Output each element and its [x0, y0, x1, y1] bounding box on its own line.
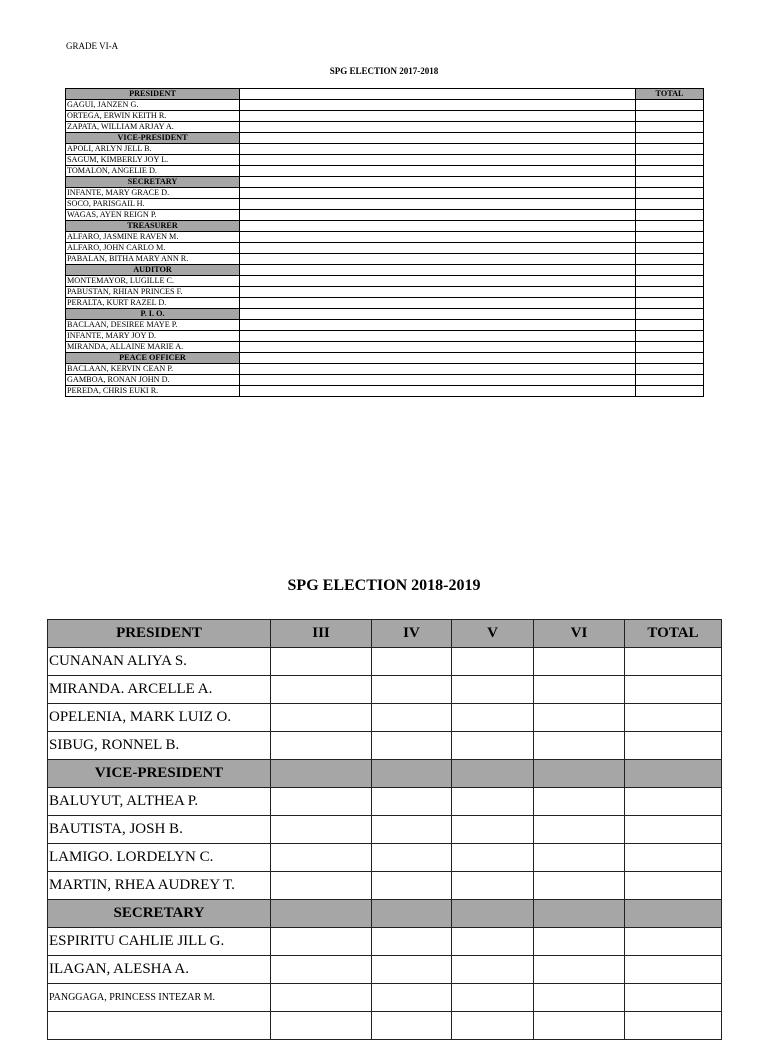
- election-2017-table: [65, 88, 704, 397]
- candidate-name: BACLAAN, DESIREE MAYE P.: [66, 320, 240, 331]
- total-cell: [636, 232, 704, 243]
- candidate-name: CUNANAN ALIYA S.: [48, 648, 271, 676]
- total-cell: [636, 144, 704, 155]
- blank-cell: [372, 760, 452, 788]
- tally-cell: [625, 788, 722, 816]
- candidate-name: APOLI, ARLYN JELL B.: [66, 144, 240, 155]
- tally-cell: [452, 928, 534, 956]
- table-row: [48, 1012, 722, 1040]
- position-header-row: [66, 89, 704, 100]
- tally-cell: [372, 648, 452, 676]
- position-header-row: [48, 760, 722, 788]
- candidate-name: MIRANDA, ALLAINE MARIE A.: [66, 342, 240, 353]
- candidate-name: ALFARO, JOHN CARLO M.: [66, 243, 240, 254]
- table-row: [66, 364, 704, 375]
- position-header: PRESIDENT: [66, 89, 240, 100]
- tally-cell: [452, 676, 534, 704]
- candidate-name: MIRANDA. ARCELLE A.: [48, 676, 271, 704]
- candidate-name: ESPIRITU CAHLIE JILL G.: [48, 928, 271, 956]
- tally-cell: [271, 1012, 372, 1040]
- candidate-name: WAGAS, AYEN REIGN P.: [66, 210, 240, 221]
- tally-cell: [240, 320, 636, 331]
- table-row: [66, 287, 704, 298]
- total-cell: [636, 111, 704, 122]
- tally-cell: [240, 386, 636, 397]
- tally-cell: [271, 872, 372, 900]
- position-header-row: [48, 620, 722, 648]
- tally-cell: [625, 648, 722, 676]
- tally-cell: [240, 276, 636, 287]
- table-row: [66, 155, 704, 166]
- candidate-name: PABALAN, BITHA MARY ANN R.: [66, 254, 240, 265]
- table-row: [66, 199, 704, 210]
- tally-cell: [372, 704, 452, 732]
- candidate-name: BAUTISTA, JOSH B.: [48, 816, 271, 844]
- tally-cell: [271, 676, 372, 704]
- blank-cell: [636, 221, 704, 232]
- table-row: [66, 386, 704, 397]
- candidate-name: ALFARO, JASMINE RAVEN M.: [66, 232, 240, 243]
- tally-cell: [372, 844, 452, 872]
- tally-cell: [452, 732, 534, 760]
- candidate-name: GAGUI, JANZEN G.: [66, 100, 240, 111]
- tally-cell: [240, 243, 636, 254]
- candidate-name: PERALTA, KURT RAZEL D.: [66, 298, 240, 309]
- tally-cell: [240, 100, 636, 111]
- blank-cell: [240, 89, 636, 100]
- position-header-row: [66, 353, 704, 364]
- position-header: SECRETARY: [48, 900, 271, 928]
- tally-cell: [372, 816, 452, 844]
- position-header: TREASURER: [66, 221, 240, 232]
- table-row: [66, 243, 704, 254]
- total-cell: [636, 287, 704, 298]
- tally-cell: [240, 111, 636, 122]
- tally-cell: [625, 872, 722, 900]
- candidate-name: MONTEMAYOR, LUGILLE C.: [66, 276, 240, 287]
- tally-cell: [240, 298, 636, 309]
- tally-cell: [534, 956, 625, 984]
- total-cell: [636, 243, 704, 254]
- tally-cell: [271, 704, 372, 732]
- candidate-name: BACLAAN, KERVIN CEAN P.: [66, 364, 240, 375]
- candidate-name: BALUYUT, ALTHEA P.: [48, 788, 271, 816]
- tally-cell: [271, 648, 372, 676]
- tally-cell: [534, 872, 625, 900]
- blank-cell: [625, 900, 722, 928]
- position-header: VICE-PRESIDENT: [66, 133, 240, 144]
- election-2018-table: [47, 619, 722, 1040]
- blank-cell: [534, 760, 625, 788]
- tally-cell: [240, 144, 636, 155]
- candidate-name: [48, 1012, 271, 1040]
- tally-cell: [372, 984, 452, 1012]
- tally-cell: [271, 844, 372, 872]
- tally-cell: [452, 984, 534, 1012]
- blank-cell: [372, 900, 452, 928]
- total-cell: [636, 298, 704, 309]
- tally-cell: [372, 788, 452, 816]
- tally-cell: [271, 984, 372, 1012]
- tally-cell: [452, 1012, 534, 1040]
- total-cell: [636, 122, 704, 133]
- tally-cell: [534, 788, 625, 816]
- column-header: III: [271, 620, 372, 648]
- tally-cell: [534, 1012, 625, 1040]
- tally-cell: [240, 364, 636, 375]
- candidate-name: MARTIN, RHEA AUDREY T.: [48, 872, 271, 900]
- table-row: [66, 100, 704, 111]
- column-header: TOTAL: [625, 620, 722, 648]
- tally-cell: [534, 984, 625, 1012]
- tally-cell: [240, 331, 636, 342]
- tally-cell: [625, 1012, 722, 1040]
- candidate-name: SIBUG, RONNEL B.: [48, 732, 271, 760]
- position-header: AUDITOR: [66, 265, 240, 276]
- table-row: [66, 331, 704, 342]
- table-row: [66, 342, 704, 353]
- candidate-name: ZAPATA, WILLIAM ARJAY A.: [66, 122, 240, 133]
- tally-cell: [625, 816, 722, 844]
- blank-cell: [452, 900, 534, 928]
- tally-cell: [452, 956, 534, 984]
- table-row: [66, 166, 704, 177]
- grade-label: GRADE VI-A: [66, 41, 119, 51]
- column-header: IV: [372, 620, 452, 648]
- table-row: [66, 276, 704, 287]
- blank-cell: [271, 760, 372, 788]
- total-cell: [636, 375, 704, 386]
- tally-cell: [240, 188, 636, 199]
- total-cell: [636, 210, 704, 221]
- tally-cell: [240, 199, 636, 210]
- tally-cell: [625, 676, 722, 704]
- tally-cell: [452, 872, 534, 900]
- tally-cell: [452, 816, 534, 844]
- position-header: PEACE OFFICER: [66, 353, 240, 364]
- blank-cell: [452, 760, 534, 788]
- tally-cell: [534, 928, 625, 956]
- tally-cell: [452, 648, 534, 676]
- tally-cell: [271, 928, 372, 956]
- table-row: [48, 732, 722, 760]
- tally-cell: [372, 872, 452, 900]
- table-row: [66, 375, 704, 386]
- position-header: VICE-PRESIDENT: [48, 760, 271, 788]
- total-cell: [636, 331, 704, 342]
- tally-cell: [452, 704, 534, 732]
- blank-cell: [636, 353, 704, 364]
- tally-cell: [534, 648, 625, 676]
- candidate-name: INFANTE, MARY JOY D.: [66, 331, 240, 342]
- tally-cell: [625, 984, 722, 1012]
- tally-cell: [240, 375, 636, 386]
- tally-cell: [625, 956, 722, 984]
- total-header: TOTAL: [636, 89, 704, 100]
- position-header-row: [66, 309, 704, 320]
- tally-cell: [240, 166, 636, 177]
- total-cell: [636, 342, 704, 353]
- total-cell: [636, 386, 704, 397]
- position-header-row: [66, 177, 704, 188]
- tally-cell: [240, 287, 636, 298]
- total-cell: [636, 199, 704, 210]
- tally-cell: [534, 676, 625, 704]
- total-cell: [636, 254, 704, 265]
- blank-cell: [636, 177, 704, 188]
- blank-cell: [240, 177, 636, 188]
- tally-cell: [240, 122, 636, 133]
- tally-cell: [271, 816, 372, 844]
- blank-cell: [271, 900, 372, 928]
- tally-cell: [271, 788, 372, 816]
- blank-cell: [240, 353, 636, 364]
- tally-cell: [271, 956, 372, 984]
- tally-cell: [372, 732, 452, 760]
- tally-cell: [534, 816, 625, 844]
- position-header-row: [48, 900, 722, 928]
- candidate-name: INFANTE, MARY GRACE D.: [66, 188, 240, 199]
- table-row: [66, 298, 704, 309]
- blank-cell: [636, 265, 704, 276]
- position-header: SECRETARY: [66, 177, 240, 188]
- total-cell: [636, 276, 704, 287]
- table-row: [66, 111, 704, 122]
- blank-cell: [240, 221, 636, 232]
- candidate-name: TOMALON, ANGELIE D.: [66, 166, 240, 177]
- tally-cell: [372, 1012, 452, 1040]
- tally-cell: [372, 676, 452, 704]
- table-row: [48, 676, 722, 704]
- position-header-row: [66, 133, 704, 144]
- table-row: [48, 648, 722, 676]
- column-header: V: [452, 620, 534, 648]
- candidate-name: OPELENIA, MARK LUIZ O.: [48, 704, 271, 732]
- election-2017-title: SPG ELECTION 2017-2018: [329, 66, 439, 76]
- tally-cell: [452, 844, 534, 872]
- table-row: [66, 122, 704, 133]
- tally-cell: [452, 788, 534, 816]
- table-row: [48, 788, 722, 816]
- total-cell: [636, 100, 704, 111]
- table-row: [66, 320, 704, 331]
- total-cell: [636, 155, 704, 166]
- table-row: [66, 254, 704, 265]
- table-row: [66, 144, 704, 155]
- tally-cell: [534, 704, 625, 732]
- candidate-name: ORTEGA, ERWIN KEITH R.: [66, 111, 240, 122]
- tally-cell: [625, 844, 722, 872]
- tally-cell: [625, 928, 722, 956]
- blank-cell: [636, 133, 704, 144]
- tally-cell: [534, 732, 625, 760]
- total-cell: [636, 166, 704, 177]
- candidate-name: PANGGAGA, PRINCESS INTEZAR M.: [48, 984, 271, 1012]
- candidate-name: ILAGAN, ALESHA A.: [48, 956, 271, 984]
- table-row: [48, 956, 722, 984]
- tally-cell: [240, 232, 636, 243]
- position-header-row: [66, 265, 704, 276]
- tally-cell: [240, 155, 636, 166]
- table-row: [48, 928, 722, 956]
- tally-cell: [625, 732, 722, 760]
- table-row: [66, 232, 704, 243]
- blank-cell: [240, 265, 636, 276]
- candidate-name: PEREDA, CHRIS EUKI R.: [66, 386, 240, 397]
- column-header: VI: [534, 620, 625, 648]
- candidate-name: SAGUM, KIMBERLY JOY L.: [66, 155, 240, 166]
- tally-cell: [372, 956, 452, 984]
- blank-cell: [534, 900, 625, 928]
- total-cell: [636, 188, 704, 199]
- tally-cell: [240, 210, 636, 221]
- table-row: [48, 844, 722, 872]
- position-header: P. I. O.: [66, 309, 240, 320]
- table-row: [48, 872, 722, 900]
- blank-cell: [625, 760, 722, 788]
- candidate-name: GAMBOA, RONAN JOHN D.: [66, 375, 240, 386]
- table-row: [66, 188, 704, 199]
- blank-cell: [240, 309, 636, 320]
- tally-cell: [240, 254, 636, 265]
- table-row: [48, 704, 722, 732]
- tally-cell: [625, 704, 722, 732]
- table-row: [66, 210, 704, 221]
- blank-cell: [240, 133, 636, 144]
- table-row: [48, 984, 722, 1012]
- table-row: [48, 816, 722, 844]
- total-cell: [636, 364, 704, 375]
- tally-cell: [534, 844, 625, 872]
- position-header-row: [66, 221, 704, 232]
- candidate-name: PABUSTAN, RHIAN PRINCES F.: [66, 287, 240, 298]
- candidate-name: LAMIGO. LORDELYN C.: [48, 844, 271, 872]
- tally-cell: [240, 342, 636, 353]
- position-header: PRESIDENT: [48, 620, 271, 648]
- total-cell: [636, 320, 704, 331]
- tally-cell: [271, 732, 372, 760]
- candidate-name: SOCO, PARISGAIL H.: [66, 199, 240, 210]
- election-2018-title: SPG ELECTION 2018-2019: [287, 577, 481, 594]
- blank-cell: [636, 309, 704, 320]
- tally-cell: [372, 928, 452, 956]
